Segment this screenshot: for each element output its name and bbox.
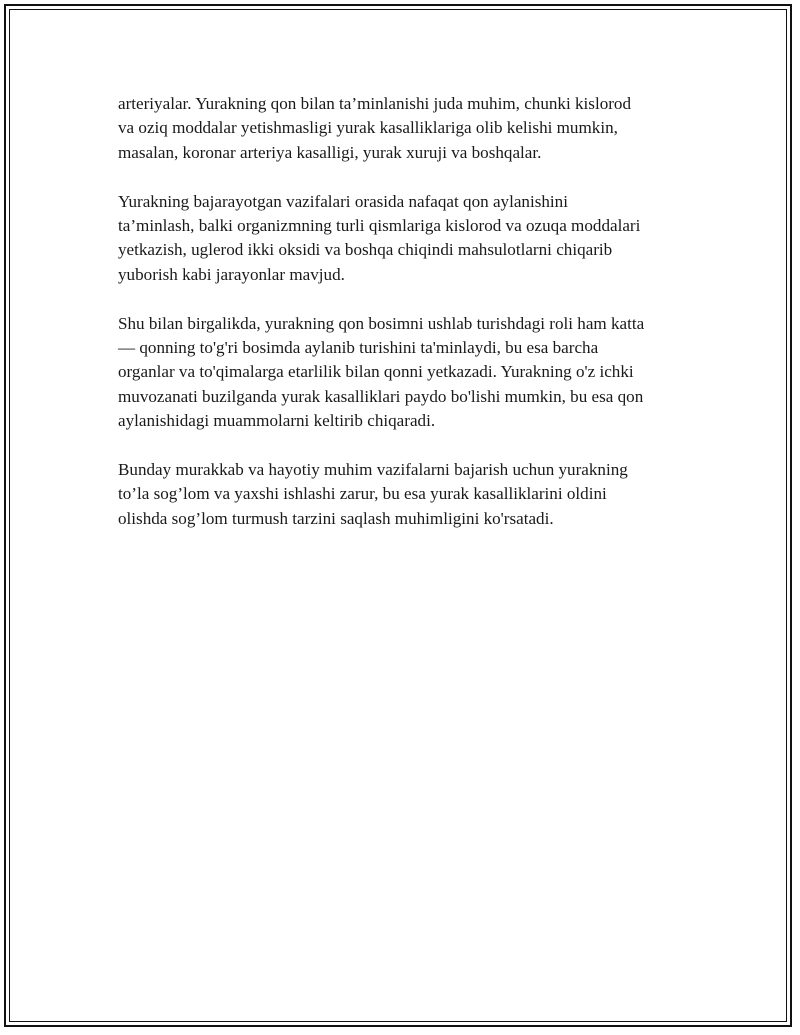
text-line: aylanishidagi muammolarni keltirib chiqaradi. [118,411,436,431]
text-line: to’la sog’lom va yaxshi ishlashi zarur, bu esa yurak kasalliklarini oldini [118,484,607,504]
paragraph-1 [118,92,698,165]
paragraph-3 [118,312,698,434]
paragraph-4 [118,458,698,531]
text-line: olishda sog’lom turmush tarzini saqlash muhimligini ko'rsatadi. [118,508,554,528]
text-line: arteriyalar. Yurakning qon bilan ta’minlanishi juda muhim, chunki kislorod [118,94,632,113]
text-line: Bunday murakkab va hayotiy muhim vazifalarni bajarish uchun yurakning [118,460,628,480]
text-line: — qonning to'g'ri bosimda aylanib turishini ta'minlaydi, bu esa barcha [118,338,599,358]
text-line: ta’minlash, balki organizmning turli qismlariga kislorod va ozuqa moddalari [118,216,641,236]
text-line: masalan, koronar arteriya kasalligi, yurak xuruji va boshqalar. [118,142,542,162]
text-line: Yurakning bajarayotgan vazifalari orasida nafaqat qon aylanishini [118,191,568,211]
text-line: Shu bilan birgalikda, yurakning qon bosimni ushlab turishdagi roli ham katta [118,313,645,333]
paragraph-2 [118,190,698,288]
document-body [118,92,698,556]
text-line: yuborish kabi jarayonlar mavjud. [118,264,345,284]
text-line: organlar va to'qimalarga etarlilik bilan qonni yetkazadi. Yurakning o'z ichki [118,362,634,382]
text-line: yetkazish, uglerod ikki oksidi va boshqa chiqindi mahsulotlarni chiqarib [118,240,613,260]
text-line: va oziq moddalar yetishmasligi yurak kasalliklariga olib kelishi mumkin, [118,118,618,138]
text-line: muvozanati buzilganda yurak kasalliklari paydo bo'lishi mumkin, bu esa qon [118,386,644,406]
